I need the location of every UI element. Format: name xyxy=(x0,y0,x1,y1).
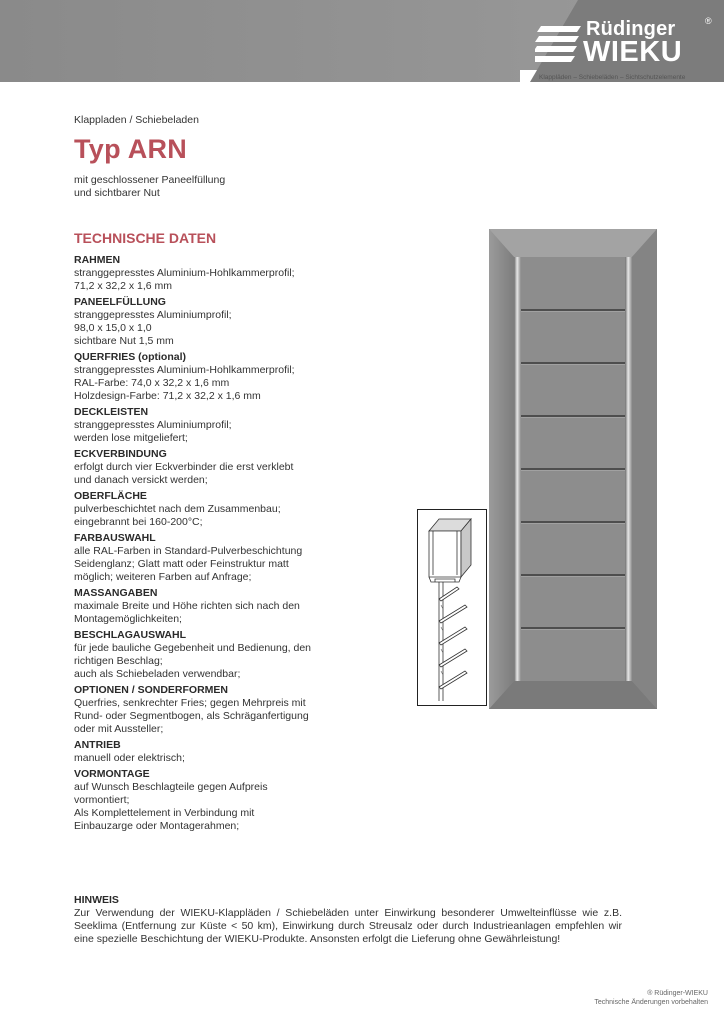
spec-value: werden lose mitgeliefert; xyxy=(74,432,188,444)
spec-item xyxy=(74,587,334,626)
brand-tagline: Klappläden – Schiebeläden – Sichtschutzelemente xyxy=(539,74,686,81)
spec-label: OBERFLÄCHE xyxy=(74,490,147,502)
page-title: Typ ARN xyxy=(74,134,188,164)
spec-value: maximale Breite und Höhe richten sich nach den xyxy=(74,600,300,612)
spec-value: auf Wunsch Beschlagteile gegen Aufpreis xyxy=(74,781,268,793)
spec-value: RAL-Farbe: 74,0 x 32,2 x 1,6 mm xyxy=(74,377,230,389)
spec-label: QUERFRIES (optional) xyxy=(74,351,186,363)
page-footer xyxy=(594,989,708,1007)
spec-label: RAHMEN xyxy=(74,254,121,266)
technical-data-section xyxy=(74,230,334,836)
spec-value: stranggepresstes Aluminiumprofil; xyxy=(74,419,232,431)
spec-value: 98,0 x 15,0 x 1,0 xyxy=(74,322,152,334)
product-subtitle xyxy=(74,174,294,200)
spec-value: Querfries, senkrechter Fries; gegen Mehrpreis mit xyxy=(74,697,306,709)
spec-value: Seidenglanz; Glatt matt oder Feinstruktur matt xyxy=(74,558,289,570)
spec-item xyxy=(74,532,334,584)
spec-item xyxy=(74,768,334,833)
spec-value: eingebrannt bei 160-200°C; xyxy=(74,516,203,528)
notice-text: Zur Verwendung der WIEKU-Klappläden / Schiebeläden unter Einwirkung besonderer Umwelteinflüsse wie z.B. Seeklima (Entfernung zur Küste < 50 km), Einwirkung durch Streusalz oder durch Industrieanlagen empfehlen wir eine spezielle Beschichtung der WIEKU-Produkte. Ansonsten erfolgt die Lieferung ohne Gewährleistung! xyxy=(74,907,622,945)
spec-value: stranggepresstes Aluminiumprofil; xyxy=(74,309,232,321)
spec-value: stranggepresstes Aluminium-Hohlkammerprofil; xyxy=(74,364,295,376)
technical-data-heading: TECHNISCHE DATEN xyxy=(74,230,217,246)
spec-value: manuell oder elektrisch; xyxy=(74,752,185,764)
spec-value: oder mit Aussteller; xyxy=(74,723,164,735)
footer-copyright: ® Rüdinger-WIEKU xyxy=(647,990,708,997)
spec-value: pulverbeschichtet nach dem Zusammenbau; xyxy=(74,503,281,515)
spec-value: möglich; weiteren Farben auf Anfrage; xyxy=(74,571,252,583)
spec-item xyxy=(74,406,334,445)
registered-mark: ® xyxy=(705,16,712,26)
product-category: Klappladen / Schiebeladen xyxy=(74,114,199,126)
brand-logo xyxy=(535,14,720,86)
shutter-illustration xyxy=(489,229,657,709)
spec-value: erfolgt durch vier Eckverbinder die erst verklebt xyxy=(74,461,294,473)
spec-label: FARBAUSWAHL xyxy=(74,532,156,544)
subtitle-line: mit geschlossener Paneelfüllung xyxy=(74,174,226,186)
spec-value: und danach versickt werden; xyxy=(74,474,208,486)
spec-label: MASSANGABEN xyxy=(74,587,158,599)
spec-item xyxy=(74,490,334,529)
notice-label: HINWEIS xyxy=(74,894,119,906)
spec-item xyxy=(74,739,334,765)
spec-value: auch als Schiebeladen verwendbar; xyxy=(74,668,241,680)
spec-value: alle RAL-Farben in Standard-Pulverbeschichtung xyxy=(74,545,303,557)
spec-label: VORMONTAGE xyxy=(74,768,150,780)
spec-value: stranggepresstes Aluminium-Hohlkammerprofil; xyxy=(74,267,295,279)
profile-section-illustration xyxy=(417,509,487,706)
spec-item xyxy=(74,629,334,681)
spec-value: Rund- oder Segmentbogen, als Schräganfertigung xyxy=(74,710,309,722)
spec-value: vormontiert; xyxy=(74,794,130,806)
spec-label: ANTRIEB xyxy=(74,739,121,751)
spec-value: sichtbare Nut 1,5 mm xyxy=(74,335,174,347)
logo-stripes-icon xyxy=(535,20,590,75)
spec-value: Einbauzarge oder Montagerahmen; xyxy=(74,820,240,832)
spec-value: 71,2 x 32,2 x 1,6 mm xyxy=(74,280,173,292)
spec-value: Als Komplettelement in Verbindung mit xyxy=(74,807,255,819)
spec-label: PANEELFÜLLUNG xyxy=(74,296,166,308)
spec-value: für jede bauliche Gegebenheit und Bedienung, den xyxy=(74,642,312,654)
brand-name-top: Rüdinger xyxy=(586,18,676,40)
spec-value: Holzdesign-Farbe: 71,2 x 32,2 x 1,6 mm xyxy=(74,390,261,402)
spec-label: OPTIONEN / SONDERFORMEN xyxy=(74,684,229,696)
brand-name-main: WIEKU xyxy=(583,36,683,68)
notice-section xyxy=(74,894,622,946)
spec-value: Montagemöglichkeiten; xyxy=(74,613,182,625)
spec-item xyxy=(74,448,334,487)
spec-item xyxy=(74,254,334,293)
spec-item xyxy=(74,296,334,348)
spec-item xyxy=(74,684,334,736)
subtitle-line: und sichtbarer Nut xyxy=(74,187,160,199)
spec-list xyxy=(74,254,334,833)
spec-label: ECKVERBINDUNG xyxy=(74,448,167,460)
spec-label: DECKLEISTEN xyxy=(74,406,149,418)
spec-item xyxy=(74,351,334,403)
spec-value: richtigen Beschlag; xyxy=(74,655,163,667)
footer-disclaimer: Technische Änderungen vorbehalten xyxy=(594,999,708,1006)
spec-label: BESCHLAGAUSWAHL xyxy=(74,629,186,641)
